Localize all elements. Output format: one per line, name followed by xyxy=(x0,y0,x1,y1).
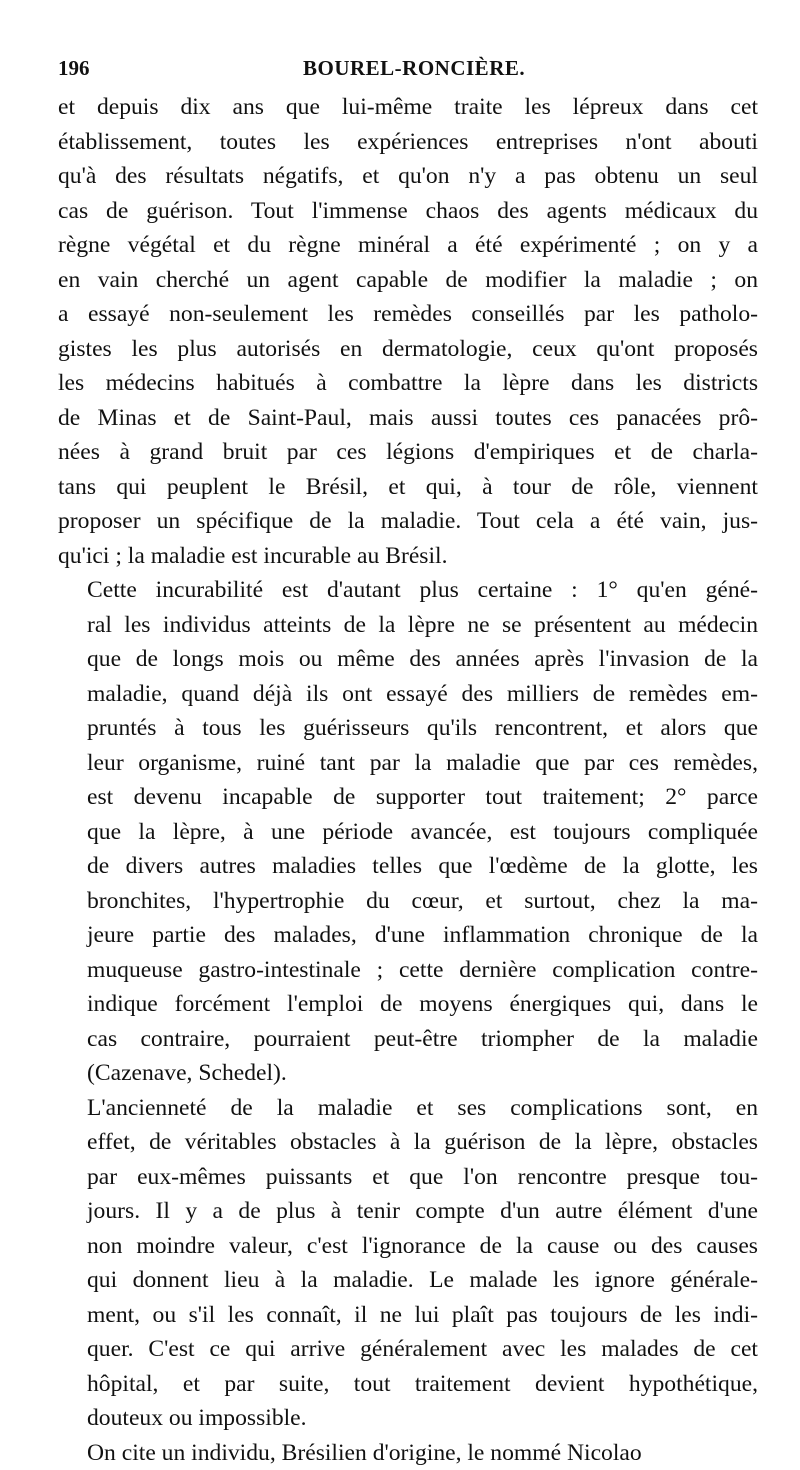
book-page xyxy=(58,52,758,1470)
text-line: que la lèpre, à une période avancée, est toujours compliquée xyxy=(58,815,758,850)
text-line: jeure partie des malades, d'une inflammation chronique de la xyxy=(58,918,758,953)
text-line: de divers autres maladies telles que l'œdème de la glotte, les xyxy=(58,849,758,884)
text-line: bronchites, l'hypertrophie du cœur, et surtout, chez la ma- xyxy=(58,884,758,919)
text-line: L'ancienneté de la maladie et ses complications sont, en xyxy=(58,1091,758,1126)
text-line: ment, ou s'il les connaît, il ne lui plaît pas toujours de les indi- xyxy=(58,1298,758,1333)
text-line: tans qui peuplent le Brésil, et qui, à tour de rôle, viennent xyxy=(58,470,758,505)
text-line: proposer un spécifique de la maladie. Tout cela a été vain, jus- xyxy=(58,504,758,539)
paragraph xyxy=(58,1091,758,1436)
paragraph xyxy=(58,1436,758,1470)
page-header xyxy=(58,52,758,82)
text-line: cas de guérison. Tout l'immense chaos des agents médicaux du xyxy=(58,194,758,229)
text-line: (Cazenave, Schedel). xyxy=(58,1056,758,1091)
text-line: leur organisme, ruiné tant par la maladie que par ces remèdes, xyxy=(58,746,758,781)
text-line: On cite un individu, Brésilien d'origine, le nommé Nicolao xyxy=(58,1436,758,1470)
text-line: douteux ou impossible. xyxy=(58,1401,758,1436)
paragraph xyxy=(58,90,758,573)
paragraph xyxy=(58,573,758,1091)
text-line: hôpital, et par suite, tout traitement devient hypothétique, xyxy=(58,1367,758,1402)
running-title: BOUREL-RONCIÈRE. xyxy=(303,56,525,81)
text-line: cas contraire, pourraient peut-être triompher de la maladie xyxy=(58,1022,758,1057)
text-line: qu'ici ; la maladie est incurable au Brésil. xyxy=(58,539,758,574)
text-line: est devenu incapable de supporter tout traitement; 2° parce xyxy=(58,780,758,815)
text-line: ral les individus atteints de la lèpre ne se présentent au médecin xyxy=(58,608,758,643)
text-line: gistes les plus autorisés en dermatologie, ceux qu'ont proposés xyxy=(58,332,758,367)
text-line: de Minas et de Saint-Paul, mais aussi toutes ces panacées prô- xyxy=(58,401,758,436)
text-line: en vain cherché un agent capable de modifier la maladie ; on xyxy=(58,263,758,298)
text-line: jours. Il y a de plus à tenir compte d'un autre élément d'une xyxy=(58,1194,758,1229)
text-line: qui donnent lieu à la maladie. Le malade les ignore générale- xyxy=(58,1263,758,1298)
text-line: quer. C'est ce qui arrive généralement avec les malades de cet xyxy=(58,1332,758,1367)
text-line: règne végétal et du règne minéral a été expérimenté ; on y a xyxy=(58,228,758,263)
text-line: établissement, toutes les expériences entreprises n'ont abouti xyxy=(58,125,758,160)
text-line: les médecins habitués à combattre la lèpre dans les districts xyxy=(58,366,758,401)
text-line: effet, de véritables obstacles à la guérison de la lèpre, obstacles xyxy=(58,1125,758,1160)
page-number: 196 xyxy=(58,56,90,81)
text-line: pruntés à tous les guérisseurs qu'ils rencontrent, et alors que xyxy=(58,711,758,746)
body-text xyxy=(58,90,758,1470)
text-line: qu'à des résultats négatifs, et qu'on n'y a pas obtenu un seul xyxy=(58,159,758,194)
text-line: nées à grand bruit par ces légions d'empiriques et de charla- xyxy=(58,435,758,470)
text-line: que de longs mois ou même des années après l'invasion de la xyxy=(58,642,758,677)
text-line: Cette incurabilité est d'autant plus certaine : 1° qu'en géné- xyxy=(58,573,758,608)
text-line: maladie, quand déjà ils ont essayé des milliers de remèdes em- xyxy=(58,677,758,712)
text-line: par eux-mêmes puissants et que l'on rencontre presque tou- xyxy=(58,1160,758,1195)
text-line: non moindre valeur, c'est l'ignorance de la cause ou des causes xyxy=(58,1229,758,1264)
text-line: a essayé non-seulement les remèdes conseillés par les patholo- xyxy=(58,297,758,332)
text-line: muqueuse gastro-intestinale ; cette dernière complication contre- xyxy=(58,953,758,988)
text-line: et depuis dix ans que lui-même traite les lépreux dans cet xyxy=(58,90,758,125)
text-line: indique forcément l'emploi de moyens énergiques qui, dans le xyxy=(58,987,758,1022)
